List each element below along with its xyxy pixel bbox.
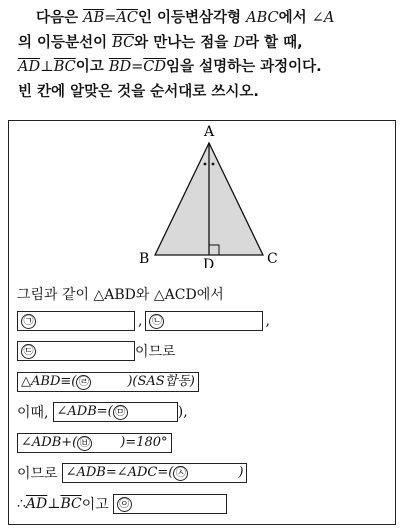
triangle-figure <box>127 123 287 268</box>
angle-mark-left <box>204 163 207 166</box>
angle-mark-right <box>212 163 215 166</box>
proof-line-3 <box>17 372 199 392</box>
blank-8: ㉧ <box>113 494 227 514</box>
label-b: B <box>139 251 150 267</box>
congruence-box: △ABD≡( ㉣ )(SAS합동) <box>17 372 199 392</box>
blank-2: ㉡ <box>145 311 263 331</box>
proof-box <box>8 120 396 525</box>
sum-box: ∠ADB+( ㉥ )=180° <box>17 433 172 453</box>
proof-line-4: 이때, ∠ADB=( ㉤ ), <box>17 404 188 421</box>
question-text: 다음은 $\overline{AB}=\overline{AC}$인 이등변삼각형 ABC에서 ∠A 의 이등분선이 $\overline{BC}$와 만나는 점을 D라 할 때, $\overline{AD}\perp\overline{BC}$이고 $\overline{BD}=\overline{CD}$임을 설명하는 과정이다. 빈 칸에 알맞은 것을 순서대로 쓰시오. <box>18 10 335 100</box>
label-a: A <box>203 124 215 140</box>
blank-1: ㉠ <box>17 311 135 331</box>
adb-box: ∠ADB=( ㉤ <box>53 402 178 422</box>
equal-angle-box: ∠ADB=∠ADC=( ㉦ ) <box>62 463 248 483</box>
proof-line-2: ㉢ 이므로 <box>17 341 176 361</box>
proof-line-5 <box>17 433 172 453</box>
proof-line-1: ㉠ , ㉡ , <box>17 311 270 331</box>
blank-3: ㉢ <box>17 341 135 361</box>
proof-line-7: ∴ $\overline{AD}$ ⊥ $\overline{BC}$ 이고 ㉧ <box>17 494 227 514</box>
proof-line-6: 이므로 ∠ADB=∠ADC=( ㉦ ) <box>17 463 247 483</box>
label-d: D <box>203 257 215 268</box>
label-c: C <box>267 251 278 267</box>
proof-intro: 그림과 같이 △ABD와 △ACD에서 <box>17 287 224 303</box>
